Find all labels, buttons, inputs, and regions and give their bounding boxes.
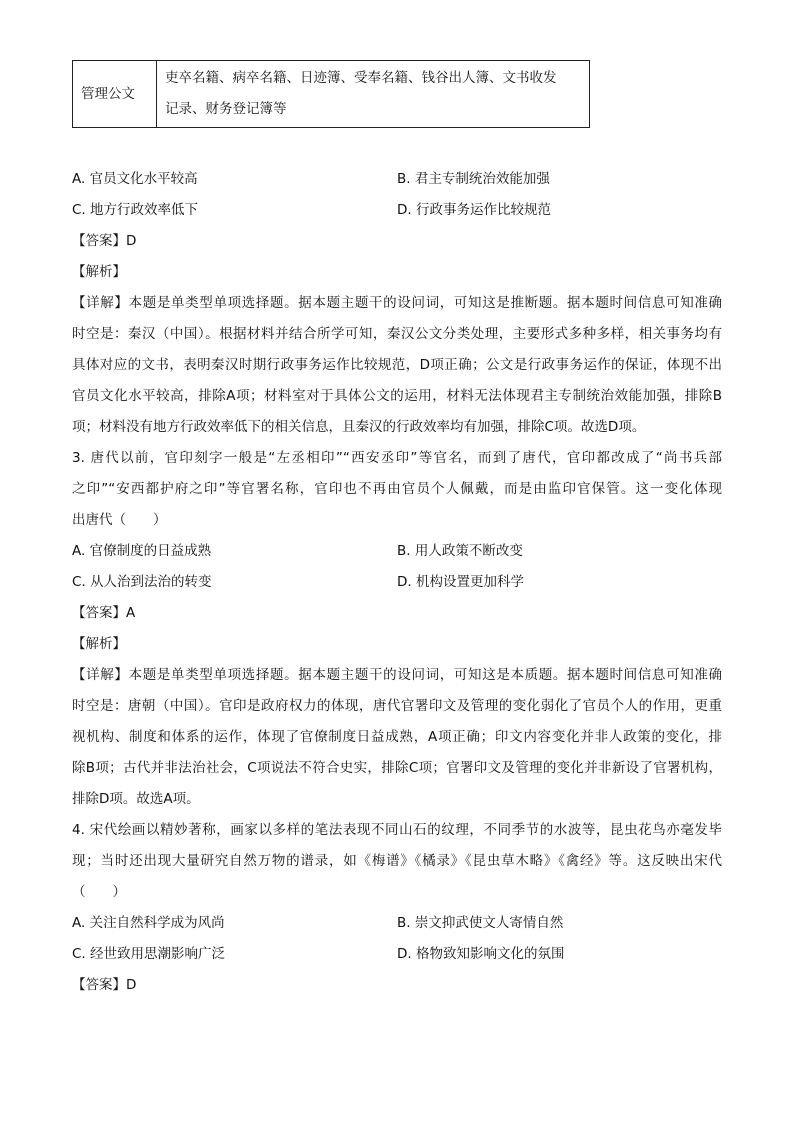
q2-detail-line: 具体对应的文书，表明秦汉时期行政事务运作比较规范，D项正确；公文是行政事务运作的保证，体现不出 <box>72 357 722 373</box>
q3-option-c: C. 从人治到法治的转变 <box>72 574 212 590</box>
q3-detail-line: 视机构、制度和体系的运作，体现了官僚制度日益成熟，A项正确；印文内容变化并非人政策的变化，排 <box>72 729 722 745</box>
q3-detail-line: 时空是：唐朝（中国）。官印是政府权力的体现，唐代官署印文及管理的变化弱化了官员个人的作用，更重 <box>72 698 722 714</box>
q3-detail <box>72 660 722 815</box>
table-content-line: 记录、财务登记簿等 <box>165 101 287 117</box>
table-content-line: 吏卒名籍、病卒名籍、日迹簿、受奉名籍、钱谷出人簿、文书收发 <box>165 70 557 86</box>
table-label-cell: 管理公文 <box>73 61 157 128</box>
q2-option-c: C. 地方行政效率低下 <box>72 202 199 218</box>
q2-option-b: B. 君主专制统治效能加强 <box>397 171 550 187</box>
q3-detail-line: 除B项；古代并非法治社会，C项说法不符合史实，排除C项；官署印文及管理的变化并非新设了官署机构， <box>72 760 722 776</box>
q3-stem-line: 3. 唐代以前，官印刻字一般是“左丞相印”“西安丞印”等官名，而到了唐代，官印都改成了“尚书兵部 <box>72 450 722 466</box>
table-content-cell <box>157 61 590 128</box>
table-row <box>73 61 590 128</box>
q3-stem-line: 之印”“安西都护府之印”等官署名称，官印也不再由官员个人佩戴，而是由监印官保管。这一变化体现 <box>72 481 722 497</box>
q4-options <box>72 908 722 970</box>
q3-stem-line: 出唐代（ ） <box>72 512 167 528</box>
q2-option-d: D. 行政事务运作比较规范 <box>397 202 551 218</box>
material-table <box>72 60 590 128</box>
q4-option-d: D. 格物致知影响文化的氛围 <box>397 946 565 962</box>
q2-analysis-label: 【解析】 <box>72 264 126 280</box>
q2-detail <box>72 288 722 443</box>
q4-stem-line: （ ） <box>72 884 126 900</box>
q2-option-a: A. 官员文化水平较高 <box>72 171 198 187</box>
q3-analysis-label: 【解析】 <box>72 636 126 652</box>
q4-option-c: C. 经世致用思潮影响广泛 <box>72 946 226 962</box>
q2-answer: 【答案】D <box>72 233 137 249</box>
q2-detail-line: 【详解】本题是单类型单项选择题。据本题主题干的设问词，可知这是推断题。据本题时间信息可知准确 <box>72 295 722 311</box>
q2-detail-line: 项；材料没有地方行政效率低下的相关信息，且秦汉的行政效率均有加强，排除C项。故选D项。 <box>72 419 646 435</box>
q3-options <box>72 536 722 598</box>
q3-detail-line: 【详解】本题是单类型单项选择题。据本题主题干的设问词，可知这是本质题。据本题时间信息可知准确 <box>72 667 722 683</box>
q4-stem-line: 4. 宋代绘画以精妙著称，画家以多样的笔法表现不同山石的纹理，不同季节的水波等，昆虫花鸟亦毫发毕 <box>72 822 722 838</box>
q3-option-d: D. 机构设置更加科学 <box>397 574 524 590</box>
q4-stem <box>72 815 722 908</box>
q3-option-b: B. 用人政策不断改变 <box>397 543 523 559</box>
q3-answer: 【答案】A <box>72 605 136 621</box>
q2-options <box>72 164 722 226</box>
q3-stem <box>72 443 722 536</box>
q4-stem-line: 现；当时还出现大量研究自然万物的谱录，如《梅谱》《橘录》《昆虫草木略》《禽经》等。这反映出宋代 <box>72 853 722 869</box>
document-page <box>72 60 722 1001</box>
q4-option-b: B. 崇文抑武使文人寄情自然 <box>397 915 564 931</box>
q3-option-a: A. 官僚制度的日益成熟 <box>72 543 212 559</box>
q4-option-a: A. 关注自然科学成为风尚 <box>72 915 225 931</box>
q2-detail-line: 时空是：秦汉（中国）。根据材料并结合所学可知，秦汉公文分类处理，主要形式多种多样，相关事务均有 <box>72 326 722 342</box>
q2-detail-line: 官员文化水平较高，排除A项；材料室对于具体公文的运用，材料无法体现君主专制统治效能加强，排除B <box>72 388 722 404</box>
q4-answer: 【答案】D <box>72 977 137 993</box>
q3-detail-line: 排除D项。故选A项。 <box>72 791 200 807</box>
